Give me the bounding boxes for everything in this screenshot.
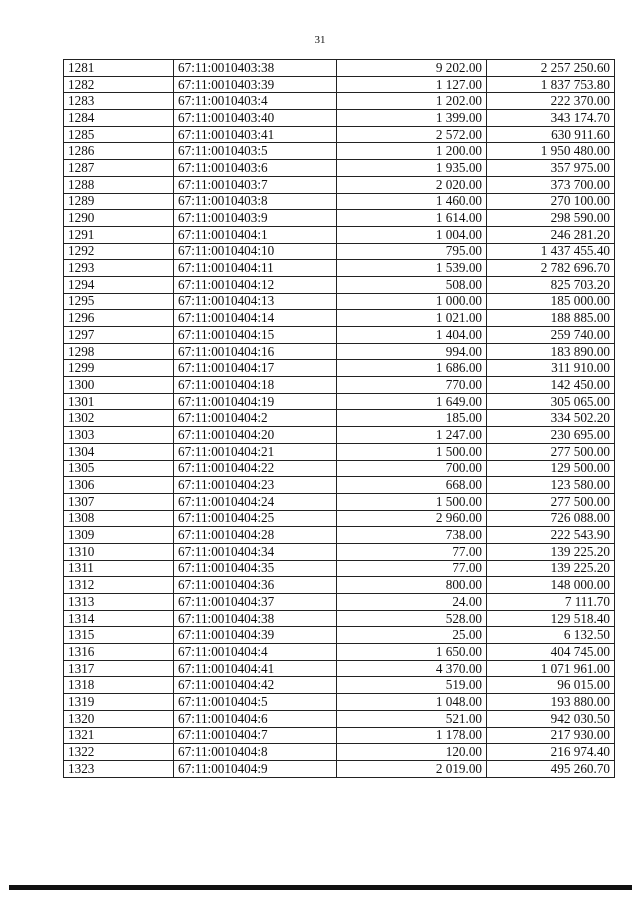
cadastral-number-cell: 67:11:0010403:9	[174, 210, 337, 227]
row-number-cell: 1307	[64, 493, 174, 510]
value-cell: 230 695.00	[487, 427, 615, 444]
value-cell: 357 975.00	[487, 160, 615, 177]
row-number-cell: 1310	[64, 543, 174, 560]
value-cell: 942 030.50	[487, 710, 615, 727]
table-row	[64, 93, 615, 110]
value-cell: 246 281.20	[487, 226, 615, 243]
value-cell: 123 580.00	[487, 477, 615, 494]
area-cell: 1 500.00	[337, 443, 487, 460]
table-row	[64, 510, 615, 527]
area-cell: 1 200.00	[337, 143, 487, 160]
cadastral-number-cell: 67:11:0010404:22	[174, 460, 337, 477]
area-cell: 1 202.00	[337, 93, 487, 110]
cadastral-number-cell: 67:11:0010404:12	[174, 276, 337, 293]
value-cell: 139 225.20	[487, 560, 615, 577]
table-row	[64, 143, 615, 160]
cadastral-table	[63, 59, 615, 778]
row-number-cell: 1323	[64, 760, 174, 777]
table-row	[64, 427, 615, 444]
value-cell: 193 880.00	[487, 694, 615, 711]
area-cell: 77.00	[337, 543, 487, 560]
cadastral-number-cell: 67:11:0010404:42	[174, 677, 337, 694]
table-row	[64, 677, 615, 694]
area-cell: 700.00	[337, 460, 487, 477]
cadastral-number-cell: 67:11:0010404:18	[174, 377, 337, 394]
area-cell: 25.00	[337, 627, 487, 644]
area-cell: 1 399.00	[337, 110, 487, 127]
value-cell: 305 065.00	[487, 393, 615, 410]
value-cell: 334 502.20	[487, 410, 615, 427]
area-cell: 185.00	[337, 410, 487, 427]
area-cell: 1 500.00	[337, 493, 487, 510]
area-cell: 1 460.00	[337, 193, 487, 210]
cadastral-number-cell: 67:11:0010403:7	[174, 176, 337, 193]
row-number-cell: 1305	[64, 460, 174, 477]
area-cell: 4 370.00	[337, 660, 487, 677]
row-number-cell: 1292	[64, 243, 174, 260]
row-number-cell: 1309	[64, 527, 174, 544]
row-number-cell: 1304	[64, 443, 174, 460]
cadastral-number-cell: 67:11:0010404:41	[174, 660, 337, 677]
area-cell: 2 019.00	[337, 760, 487, 777]
value-cell: 129 500.00	[487, 460, 615, 477]
cadastral-number-cell: 67:11:0010404:7	[174, 727, 337, 744]
cadastral-number-cell: 67:11:0010403:40	[174, 110, 337, 127]
row-number-cell: 1320	[64, 710, 174, 727]
area-cell: 9 202.00	[337, 60, 487, 77]
row-number-cell: 1319	[64, 694, 174, 711]
table-row	[64, 694, 615, 711]
cadastral-number-cell: 67:11:0010404:37	[174, 594, 337, 611]
table-row	[64, 343, 615, 360]
area-cell: 1 247.00	[337, 427, 487, 444]
area-cell: 1 404.00	[337, 327, 487, 344]
value-cell: 630 911.60	[487, 126, 615, 143]
table-row	[64, 594, 615, 611]
row-number-cell: 1317	[64, 660, 174, 677]
table-row	[64, 527, 615, 544]
value-cell: 188 885.00	[487, 310, 615, 327]
cadastral-number-cell: 67:11:0010404:13	[174, 293, 337, 310]
row-number-cell: 1313	[64, 594, 174, 611]
value-cell: 404 745.00	[487, 644, 615, 661]
cadastral-number-cell: 67:11:0010404:4	[174, 644, 337, 661]
cadastral-number-cell: 67:11:0010404:36	[174, 577, 337, 594]
row-number-cell: 1316	[64, 644, 174, 661]
table-row	[64, 760, 615, 777]
cadastral-number-cell: 67:11:0010404:8	[174, 744, 337, 761]
area-cell: 1 000.00	[337, 293, 487, 310]
value-cell: 298 590.00	[487, 210, 615, 227]
value-cell: 129 518.40	[487, 610, 615, 627]
cadastral-number-cell: 67:11:0010403:4	[174, 93, 337, 110]
table-row	[64, 644, 615, 661]
table-row	[64, 126, 615, 143]
area-cell: 800.00	[337, 577, 487, 594]
table-row	[64, 110, 615, 127]
value-cell: 343 174.70	[487, 110, 615, 127]
row-number-cell: 1283	[64, 93, 174, 110]
table-row	[64, 176, 615, 193]
area-cell: 528.00	[337, 610, 487, 627]
row-number-cell: 1297	[64, 327, 174, 344]
table-row	[64, 226, 615, 243]
area-cell: 2 960.00	[337, 510, 487, 527]
value-cell: 148 000.00	[487, 577, 615, 594]
value-cell: 825 703.20	[487, 276, 615, 293]
table-row	[64, 393, 615, 410]
area-cell: 668.00	[337, 477, 487, 494]
cadastral-number-cell: 67:11:0010404:38	[174, 610, 337, 627]
row-number-cell: 1302	[64, 410, 174, 427]
row-number-cell: 1314	[64, 610, 174, 627]
table-row	[64, 744, 615, 761]
table-row	[64, 460, 615, 477]
table-row	[64, 377, 615, 394]
value-cell: 96 015.00	[487, 677, 615, 694]
table-row	[64, 293, 615, 310]
row-number-cell: 1322	[64, 744, 174, 761]
value-cell: 217 930.00	[487, 727, 615, 744]
table-row	[64, 627, 615, 644]
cadastral-number-cell: 67:11:0010404:20	[174, 427, 337, 444]
area-cell: 1 539.00	[337, 260, 487, 277]
row-number-cell: 1284	[64, 110, 174, 127]
row-number-cell: 1289	[64, 193, 174, 210]
cadastral-number-cell: 67:11:0010404:2	[174, 410, 337, 427]
row-number-cell: 1300	[64, 377, 174, 394]
cadastral-number-cell: 67:11:0010404:21	[174, 443, 337, 460]
row-number-cell: 1282	[64, 76, 174, 93]
cadastral-number-cell: 67:11:0010403:6	[174, 160, 337, 177]
row-number-cell: 1295	[64, 293, 174, 310]
cadastral-number-cell: 67:11:0010403:8	[174, 193, 337, 210]
table-row	[64, 727, 615, 744]
row-number-cell: 1291	[64, 226, 174, 243]
row-number-cell: 1285	[64, 126, 174, 143]
cadastral-number-cell: 67:11:0010404:10	[174, 243, 337, 260]
row-number-cell: 1296	[64, 310, 174, 327]
table-row	[64, 193, 615, 210]
table-row	[64, 410, 615, 427]
area-cell: 120.00	[337, 744, 487, 761]
cadastral-number-cell: 67:11:0010404:19	[174, 393, 337, 410]
value-cell: 373 700.00	[487, 176, 615, 193]
area-cell: 738.00	[337, 527, 487, 544]
row-number-cell: 1287	[64, 160, 174, 177]
row-number-cell: 1306	[64, 477, 174, 494]
value-cell: 1 071 961.00	[487, 660, 615, 677]
value-cell: 277 500.00	[487, 493, 615, 510]
table-row	[64, 577, 615, 594]
table-row	[64, 76, 615, 93]
area-cell: 1 686.00	[337, 360, 487, 377]
area-cell: 795.00	[337, 243, 487, 260]
cadastral-number-cell: 67:11:0010404:28	[174, 527, 337, 544]
cadastral-number-cell: 67:11:0010404:17	[174, 360, 337, 377]
table-row	[64, 610, 615, 627]
value-cell: 7 111.70	[487, 594, 615, 611]
row-number-cell: 1298	[64, 343, 174, 360]
row-number-cell: 1303	[64, 427, 174, 444]
cadastral-number-cell: 67:11:0010404:6	[174, 710, 337, 727]
area-cell: 1 178.00	[337, 727, 487, 744]
value-cell: 2 257 250.60	[487, 60, 615, 77]
table-body	[64, 60, 615, 778]
row-number-cell: 1293	[64, 260, 174, 277]
table-row	[64, 443, 615, 460]
row-number-cell: 1290	[64, 210, 174, 227]
value-cell: 277 500.00	[487, 443, 615, 460]
cadastral-number-cell: 67:11:0010404:15	[174, 327, 337, 344]
area-cell: 519.00	[337, 677, 487, 694]
area-cell: 1 021.00	[337, 310, 487, 327]
value-cell: 139 225.20	[487, 543, 615, 560]
area-cell: 521.00	[337, 710, 487, 727]
table-row	[64, 493, 615, 510]
area-cell: 1 614.00	[337, 210, 487, 227]
table-row	[64, 160, 615, 177]
value-cell: 222 370.00	[487, 93, 615, 110]
row-number-cell: 1294	[64, 276, 174, 293]
value-cell: 259 740.00	[487, 327, 615, 344]
table-row	[64, 560, 615, 577]
cadastral-number-cell: 67:11:0010404:35	[174, 560, 337, 577]
cadastral-number-cell: 67:11:0010404:5	[174, 694, 337, 711]
table-row	[64, 360, 615, 377]
value-cell: 1 950 480.00	[487, 143, 615, 160]
area-cell: 1 048.00	[337, 694, 487, 711]
table-row	[64, 276, 615, 293]
value-cell: 185 000.00	[487, 293, 615, 310]
cadastral-number-cell: 67:11:0010404:1	[174, 226, 337, 243]
area-cell: 24.00	[337, 594, 487, 611]
area-cell: 1 650.00	[337, 644, 487, 661]
area-cell: 2 020.00	[337, 176, 487, 193]
table-row	[64, 243, 615, 260]
cadastral-number-cell: 67:11:0010404:25	[174, 510, 337, 527]
cadastral-number-cell: 67:11:0010404:24	[174, 493, 337, 510]
table-row	[64, 543, 615, 560]
value-cell: 495 260.70	[487, 760, 615, 777]
row-number-cell: 1315	[64, 627, 174, 644]
value-cell: 222 543.90	[487, 527, 615, 544]
row-number-cell: 1301	[64, 393, 174, 410]
cadastral-number-cell: 67:11:0010404:23	[174, 477, 337, 494]
table-row	[64, 260, 615, 277]
value-cell: 183 890.00	[487, 343, 615, 360]
row-number-cell: 1288	[64, 176, 174, 193]
cadastral-number-cell: 67:11:0010404:11	[174, 260, 337, 277]
cadastral-number-cell: 67:11:0010404:16	[174, 343, 337, 360]
area-cell: 994.00	[337, 343, 487, 360]
cadastral-number-cell: 67:11:0010403:5	[174, 143, 337, 160]
row-number-cell: 1321	[64, 727, 174, 744]
row-number-cell: 1299	[64, 360, 174, 377]
cadastral-number-cell: 67:11:0010404:14	[174, 310, 337, 327]
table-row	[64, 210, 615, 227]
value-cell: 1 837 753.80	[487, 76, 615, 93]
area-cell: 1 935.00	[337, 160, 487, 177]
table-row	[64, 310, 615, 327]
table-row	[64, 710, 615, 727]
cadastral-number-cell: 67:11:0010403:39	[174, 76, 337, 93]
row-number-cell: 1318	[64, 677, 174, 694]
value-cell: 6 132.50	[487, 627, 615, 644]
row-number-cell: 1286	[64, 143, 174, 160]
table-row	[64, 477, 615, 494]
page-number: 31	[314, 34, 326, 46]
row-number-cell: 1308	[64, 510, 174, 527]
table-row	[64, 60, 615, 77]
area-cell: 2 572.00	[337, 126, 487, 143]
value-cell: 270 100.00	[487, 193, 615, 210]
area-cell: 1 649.00	[337, 393, 487, 410]
value-cell: 142 450.00	[487, 377, 615, 394]
row-number-cell: 1312	[64, 577, 174, 594]
value-cell: 1 437 455.40	[487, 243, 615, 260]
value-cell: 216 974.40	[487, 744, 615, 761]
cadastral-number-cell: 67:11:0010403:38	[174, 60, 337, 77]
table-row	[64, 660, 615, 677]
area-cell: 77.00	[337, 560, 487, 577]
area-cell: 1 004.00	[337, 226, 487, 243]
row-number-cell: 1311	[64, 560, 174, 577]
value-cell: 2 782 696.70	[487, 260, 615, 277]
bottom-rule	[9, 885, 632, 890]
cadastral-number-cell: 67:11:0010404:9	[174, 760, 337, 777]
cadastral-number-cell: 67:11:0010403:41	[174, 126, 337, 143]
table-row	[64, 327, 615, 344]
area-cell: 508.00	[337, 276, 487, 293]
value-cell: 726 088.00	[487, 510, 615, 527]
cadastral-number-cell: 67:11:0010404:34	[174, 543, 337, 560]
area-cell: 770.00	[337, 377, 487, 394]
row-number-cell: 1281	[64, 60, 174, 77]
value-cell: 311 910.00	[487, 360, 615, 377]
cadastral-number-cell: 67:11:0010404:39	[174, 627, 337, 644]
area-cell: 1 127.00	[337, 76, 487, 93]
